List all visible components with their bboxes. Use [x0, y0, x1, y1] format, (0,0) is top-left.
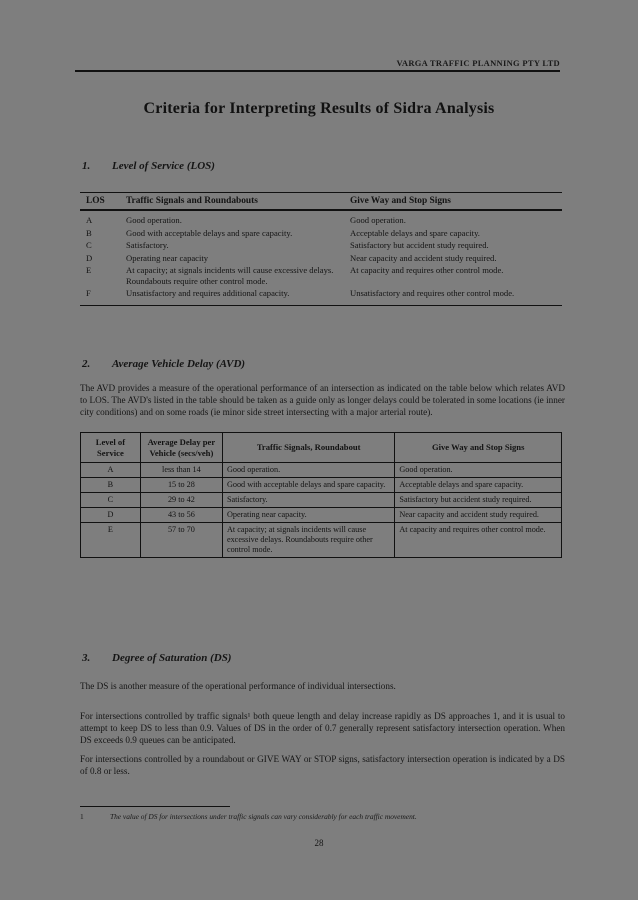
table-row [80, 227, 562, 240]
los-cell-grade: C [86, 240, 92, 250]
avd-cell-delay: 43 to 56 [140, 508, 222, 523]
section-number-2: 2. [82, 358, 91, 370]
los-cell-grade: F [86, 288, 91, 298]
section-title-1: Level of Service (LOS) [112, 160, 215, 172]
footnote-marker: 1 [80, 812, 84, 821]
avd-cell-los: D [81, 508, 141, 523]
section-heading-avd [82, 358, 245, 370]
los-cell-grade: E [86, 265, 92, 275]
los-cell-giveway: Acceptable delays and spare capacity. [350, 227, 480, 238]
los-table-bottom-rule [80, 305, 562, 306]
los-header-signals: Traffic Signals and Roundabouts [126, 196, 258, 206]
table-row [80, 252, 562, 265]
section-title-3: Degree of Saturation (DS) [112, 652, 232, 664]
ds-paragraph-1: The DS is another measure of the operational performance of individual intersections. [80, 681, 396, 691]
ds-paragraph-3: For intersections controlled by a roundabout or GIVE WAY or STOP signs, satisfactory intersection operation is indicated by a DS of 0.8 or less. [80, 754, 565, 777]
section-title-2: Average Vehicle Delay (AVD) [112, 358, 246, 370]
los-header-los: LOS [86, 196, 105, 206]
avd-table [80, 432, 562, 558]
avd-table-body [81, 463, 562, 558]
avd-cell-signals: Operating near capacity. [222, 508, 394, 523]
avd-table-head [81, 433, 562, 463]
table-row [81, 523, 562, 558]
section-number-3: 3. [82, 652, 91, 664]
avd-cell-signals: Satisfactory. [222, 493, 394, 508]
los-cell-giveway: Unsatisfactory and requires other control mode. [350, 288, 515, 298]
avd-cell-signals: At capacity; at signals incidents will cause excessive delays. Roundabouts require other control mode. [222, 523, 394, 558]
table-row [81, 463, 562, 478]
los-table-body [80, 211, 562, 305]
avd-header-giveway: Give Way and Stop Signs [395, 433, 562, 463]
table-row [81, 493, 562, 508]
avd-header-level: Level of Service [81, 433, 141, 463]
avd-cell-delay: 29 to 42 [140, 493, 222, 508]
avd-cell-giveway: Near capacity and accident study required. [395, 508, 562, 523]
los-cell-giveway: Good operation. [350, 215, 406, 225]
los-cell-signals: At capacity; at signals incidents will cause excessive delays. Roundabouts require other control mode. [126, 265, 334, 286]
los-table-header-row [80, 193, 562, 209]
company-name: VARGA TRAFFIC PLANNING PTY LTD [396, 58, 560, 68]
avd-cell-signals: Good with acceptable delays and spare capacity. [222, 478, 394, 493]
section-number-1: 1. [82, 160, 91, 172]
avd-cell-delay: less than 14 [140, 463, 222, 478]
table-row [80, 264, 562, 287]
footnote-divider [80, 806, 230, 807]
avd-cell-signals: Good operation. [222, 463, 394, 478]
avd-cell-los: E [81, 523, 141, 558]
avd-cell-giveway: Good operation. [395, 463, 562, 478]
table-row [81, 478, 562, 493]
los-cell-signals: Operating near capacity [126, 252, 209, 263]
los-cell-signals: Good with acceptable delays and spare capacity. [126, 227, 293, 238]
avd-cell-los: B [81, 478, 141, 493]
avd-cell-giveway: Satisfactory but accident study required. [395, 493, 562, 508]
los-cell-giveway: Satisfactory but accident study required. [350, 240, 489, 250]
los-cell-signals: Satisfactory. [126, 240, 169, 250]
page-number: 28 [314, 838, 324, 848]
section-heading-ds [82, 652, 231, 664]
avd-header-signals: Traffic Signals, Roundabout [222, 433, 394, 463]
avd-cell-delay: 15 to 28 [140, 478, 222, 493]
header-divider [75, 70, 560, 72]
avd-cell-giveway: At capacity and requires other control mode. [395, 523, 562, 558]
los-table [80, 192, 562, 306]
avd-cell-los: C [81, 493, 141, 508]
los-cell-grade: A [86, 215, 93, 225]
los-cell-signals: Good operation. [126, 215, 182, 225]
table-row [80, 214, 562, 227]
footnote [80, 812, 565, 822]
los-cell-giveway: At capacity and requires other control mode. [350, 265, 504, 275]
table-row [81, 508, 562, 523]
avd-cell-giveway: Acceptable delays and spare capacity. [395, 478, 562, 493]
table-row [80, 239, 562, 252]
los-cell-giveway: Near capacity and accident study required. [350, 252, 497, 263]
los-cell-grade: B [86, 227, 92, 238]
ds-paragraph-2: For intersections controlled by traffic signals¹ both queue length and delay increase rapidly as DS approaches 1, and it is usual to attempt to keep DS to less than 0.9. Values of DS in the order of 0.7 generally represent satisfactory intersection operation. When DS exceeds 0.9 queues can be anticipated. [80, 711, 565, 746]
footnote-text: The value of DS for intersections under traffic signals can vary considerably for each traffic movement. [110, 812, 417, 821]
avd-cell-los: A [81, 463, 141, 478]
page-header [75, 58, 560, 72]
avd-header-delay: Average Delay per Vehicle (secs/veh) [140, 433, 222, 463]
section-heading-los [82, 160, 215, 172]
los-cell-grade: D [86, 252, 93, 263]
avd-cell-delay: 57 to 70 [140, 523, 222, 558]
los-cell-signals: Unsatisfactory and requires additional capacity. [126, 288, 290, 298]
avd-header-row [81, 433, 562, 463]
page-title: Criteria for Interpreting Results of Sidra Analysis [143, 100, 495, 117]
los-header-giveway: Give Way and Stop Signs [350, 196, 451, 206]
avd-paragraph: The AVD provides a measure of the operational performance of an intersection as indicated on the table below which relates AVD to LOS. The AVD's listed in the table should be taken as a guide only as longer delays could be tolerated in some locations (ie inner city conditions) and on some roads (ie minor side street intersecting with a major arterial route). [80, 383, 565, 418]
table-row [80, 287, 562, 300]
